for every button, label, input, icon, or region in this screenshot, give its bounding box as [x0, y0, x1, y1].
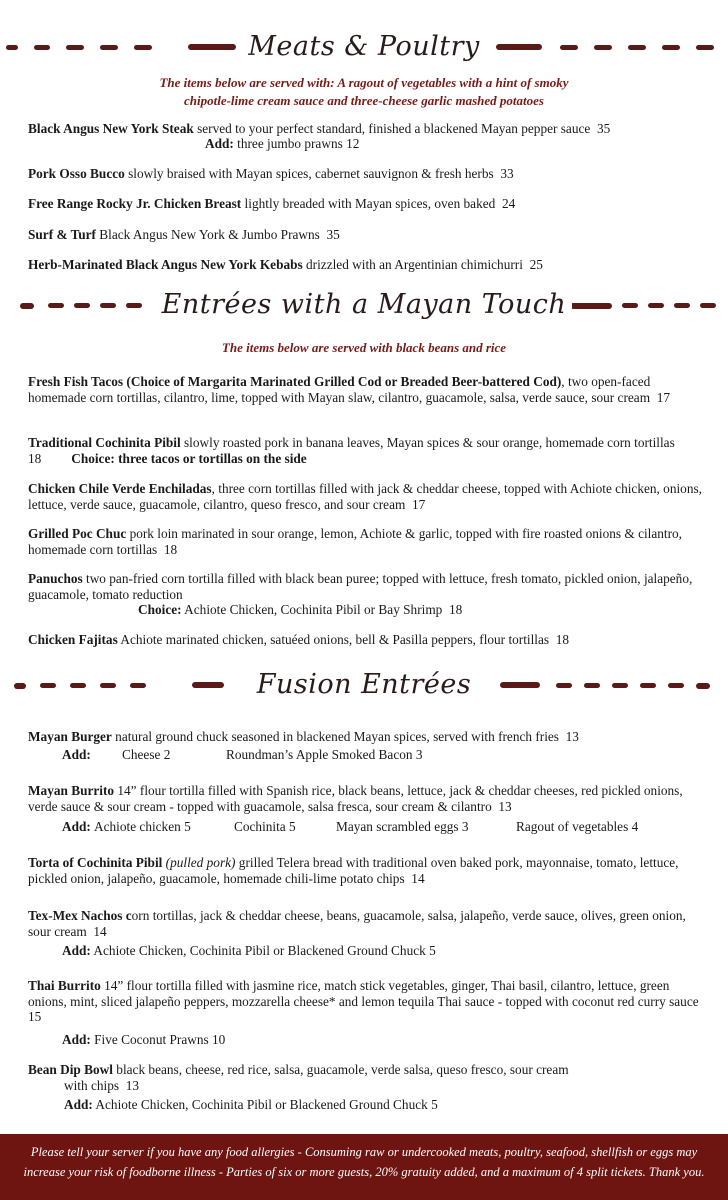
item-price: 18	[555, 632, 570, 647]
item-price: 14	[411, 870, 425, 886]
item-add-on	[64, 1097, 438, 1113]
meats-note-line1: The items below are served with: A ragout of vegetables with a hint of smoky	[159, 75, 569, 90]
item-price: 13	[565, 729, 579, 744]
menu-item	[28, 855, 708, 886]
item-add-on	[62, 1032, 225, 1048]
item-price: 14	[93, 923, 107, 939]
add-option: Mayan scrambled eggs 3	[336, 819, 469, 834]
add-option: Cochinita 5	[234, 819, 296, 834]
item-name: Chicken Chile Verde Enchiladas	[28, 481, 212, 496]
item-description: lightly breaded with Mayan spices, oven baked	[241, 196, 496, 211]
item-add-on	[62, 943, 436, 959]
item-price: 17	[656, 389, 670, 405]
item-price: 33	[500, 166, 514, 181]
add-label: Add:	[62, 819, 91, 834]
item-description: black beans, cheese, red rice, salsa, guacamole, verde salsa, queso fresco, sour cream	[112, 1062, 569, 1077]
choice-label: Choice:	[138, 602, 182, 617]
footer-line-2: increase your risk of foodborne illness - Parties of six or more guests, 20% gratuity added, and a maximum of 4 split tickets. Thank you.	[23, 1165, 705, 1179]
item-price: 25	[529, 257, 543, 272]
add-option: Achiote chicken 5	[94, 819, 191, 834]
section-title-mayan: Entrées with a Mayan Touch	[156, 289, 573, 320]
item-description: Achiote marinated chicken, satuéed onions, bell & Pasilla peppers, flour tortillas	[117, 632, 550, 647]
item-description: 14” flour tortilla filled with Spanish rice, black beans, lettuce, jack & cheddar cheeses, red pickled onions, verde sauce & sour cream - topped with guacamole, salsa fresca, sour cream & cilantro	[28, 783, 683, 814]
add-option: Cheese 2	[122, 747, 171, 762]
item-name: Tex-Mex Nachos c	[28, 908, 132, 923]
item-description: natural ground chuck seasoned in blackened Mayan spices, served with french fries	[111, 729, 559, 744]
allergy-footer	[0, 1134, 728, 1200]
meats-note-line2: chipotle-lime cream sauce and three-cheese garlic mashed potatoes	[184, 93, 544, 108]
add-option: Ragout of vegetables 4	[516, 819, 639, 834]
menu-item	[28, 481, 708, 512]
section-heading-mayan	[0, 285, 728, 325]
item-price: 35	[596, 121, 611, 136]
footer-line-1: Please tell your server if you have any food allergies - Consuming raw or undercooked meats, poultry, seafood, shellfish or eggs may	[30, 1145, 698, 1159]
section-title-fusion: Fusion Entrées	[251, 669, 478, 700]
menu-item	[28, 571, 708, 602]
menu-item	[28, 729, 708, 745]
menu-item	[28, 435, 708, 466]
item-note: (pulled pork)	[162, 855, 236, 870]
item-price: 18	[163, 541, 178, 557]
item-description: slowly roasted pork in banana leaves, Mayan spices & sour orange, homemade corn tortillas	[180, 435, 675, 450]
item-name: Herb-Marinated Black Angus New York Kebabs	[28, 257, 303, 272]
menu-item	[28, 526, 708, 557]
item-name: Traditional Cochinita Pibil	[28, 435, 181, 450]
item-price: 18	[448, 602, 463, 617]
add-text: Five Coconut Prawns 10	[90, 1032, 226, 1047]
menu-item	[28, 783, 708, 814]
item-description: orn tortillas, jack & cheddar cheese, beans, guacamole, salsa, jalapeño, verde sauce, olives, green onion, sour cream	[28, 908, 686, 939]
item-name: Mayan Burger	[28, 729, 112, 744]
item-price: 17	[411, 496, 426, 512]
item-name: Grilled Poc Chuc	[28, 526, 127, 541]
item-name: Black Angus New York Steak	[28, 121, 194, 136]
add-label: Add:	[62, 943, 91, 958]
item-choice	[138, 602, 462, 618]
item-name: Surf & Turf	[28, 227, 96, 242]
item-name: Mayan Burrito	[28, 783, 115, 798]
item-price: 13	[498, 798, 512, 814]
item-description: 14” flour tortilla filled with jasmine rice, match stick vegetables, ginger, Thai basil, cilantro, lettuce, green onions, mint, sliced jalapeño peppers, mozzarella cheese* and lemon tequila Thai sauce - topped with coconut red curry sauce	[28, 978, 699, 1009]
item-name: Torta of Cochinita Pibil	[28, 855, 163, 870]
menu-item	[28, 978, 708, 1025]
menu-item	[28, 374, 708, 405]
item-description: slowly braised with Mayan spices, cabernet sauvignon & fresh herbs	[124, 166, 494, 181]
item-add-on	[205, 136, 359, 152]
menu-item	[28, 121, 708, 137]
item-price: 35	[326, 227, 340, 242]
item-price: 24	[501, 196, 516, 211]
item-description: Black Angus New York & Jumbo Prawns	[95, 227, 320, 242]
item-description: with chips	[64, 1078, 120, 1093]
menu-item	[28, 227, 708, 243]
item-price: 18	[28, 450, 42, 466]
item-name: Pork Osso Bucco	[28, 166, 125, 181]
menu-item	[28, 166, 708, 182]
add-label: Add:	[64, 1097, 93, 1112]
item-description: served to your perfect standard, finished a blackened Mayan pepper sauce	[193, 121, 591, 136]
add-option: Roundman’s Apple Smoked Bacon 3	[226, 747, 423, 762]
add-text: Achiote Chicken, Cochinita Pibil or Blackened Ground Chuck 5	[92, 1097, 438, 1112]
section-title-meats: Meats & Poultry	[242, 31, 486, 62]
item-name: Free Range Rocky Jr. Chicken Breast	[28, 196, 242, 211]
item-description: , two open-faced homemade corn tortillas, cilantro, lime, topped with Mayan slaw, cilantro, guacamole, salsa, verde sauce, sour cream	[28, 374, 651, 405]
add-label: Add:	[62, 1032, 91, 1047]
choice-text: Achiote Chicken, Cochinita Pibil or Bay Shrimp	[181, 602, 443, 617]
item-name: Panuchos	[28, 571, 83, 586]
item-choice: Choice: three tacos or tortillas on the side	[71, 450, 307, 466]
add-label: Add:	[62, 747, 91, 762]
section-heading-fusion	[0, 665, 728, 705]
item-price: 13	[125, 1078, 139, 1093]
item-description: pork loin marinated in sour orange, lemon, Achiote & garlic, topped with fire roasted onions & cilantro, homemade corn tortillas	[28, 526, 682, 557]
item-name: Fresh Fish Tacos (Choice of Margarita Marinated Grilled Cod or Breaded Beer-battered Cod)	[28, 374, 562, 389]
add-text: Achiote Chicken, Cochinita Pibil or Blackened Ground Chuck 5	[90, 943, 436, 958]
item-price: 15	[28, 1009, 42, 1024]
item-description: grilled Telera bread with traditional oven baked pork, mayonnaise, tomato, lettuce, pickled onion, jalapeño, guacamole, homemade chili-lime potato chips	[28, 855, 679, 886]
item-description: , three corn tortillas filled with jack & cheddar cheese, topped with Achiote chicken, onions, lettuce, verde sauce, guacamole, cilantro, queso fresco, and sour cream	[28, 481, 702, 512]
mayan-note: The items below are served with black beans and rice	[221, 340, 507, 355]
item-continuation	[64, 1078, 139, 1094]
menu-item	[28, 632, 708, 648]
add-text: three jumbo prawns 12	[233, 136, 360, 151]
item-add-on	[62, 819, 91, 835]
menu-item	[28, 908, 708, 939]
item-name: Thai Burrito	[28, 978, 101, 993]
item-description: drizzled with an Argentinian chimichurri	[302, 257, 523, 272]
menu-item	[28, 1062, 708, 1078]
add-label: Add:	[205, 136, 234, 151]
item-name: Chicken Fajitas	[28, 632, 118, 647]
item-add-on	[62, 747, 91, 763]
menu-item	[28, 196, 708, 212]
section-heading-meats	[0, 27, 728, 67]
item-name: Bean Dip Bowl	[28, 1062, 113, 1077]
menu-item	[28, 257, 708, 273]
item-description: two pan-fried corn tortilla filled with black bean puree; topped with lettuce, fresh tomato, pickled onion, jalapeño, guacamole, tomato reduction	[28, 571, 693, 602]
